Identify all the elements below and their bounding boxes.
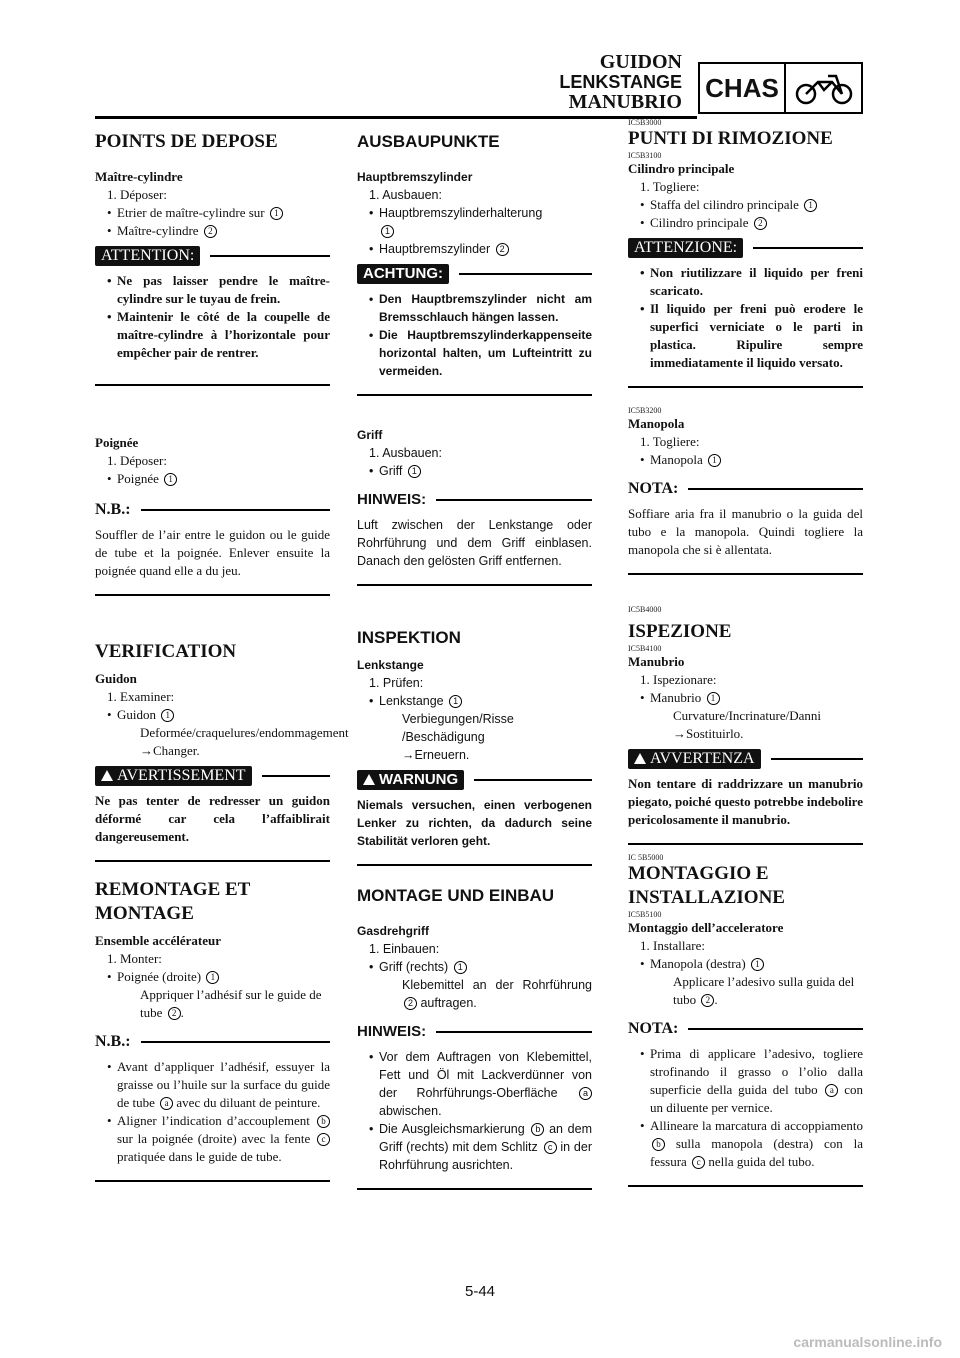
step: 1. Ausbauen: [369,446,442,460]
ref-code: IC 5B5000 [628,853,664,862]
section-heading: POINTS DE DEPOSE [95,131,278,152]
note-item: • Avant d’appliquer l’adhésif, essuyer la graisse ou l’huile sur la surface du guide de tube a avec du diluant de peinture. [95,1058,330,1112]
bullet-detail: Deformée/craquelures/endommagement [140,725,349,740]
bullet: • Griff (rechts) 1 [357,958,592,976]
chapter-code: CHAS [700,64,786,112]
title-fr: GUIDON [599,51,682,73]
bullet: • Lenkstange 1 [357,692,592,710]
attention-label: ACHTUNG: [357,264,592,284]
step: 1. Déposer: [107,453,167,468]
chapter-badge [698,62,863,114]
caution-item: • Non riutilizzare il liquido per freni scaricato. [628,264,863,300]
caution-item: • Maintenir le côté de la coupelle de maître-cylindre à l’horizontale pour empêcher pair de rentrer. [95,308,330,362]
divider [628,1185,863,1187]
step: 1. Déposer: [107,187,167,202]
step: 1. Einbauen: [369,942,440,956]
subheading: Ensemble accélérateur [95,933,221,948]
warning-label: WARNUNG [357,770,592,790]
subheading: Guidon [95,671,137,686]
note-item: • Allineare la marcatura di accoppiamento b sulla manopola (destra) con la fessura c nella guida del tubo. [628,1117,863,1171]
note-label: HINWEIS: [357,1022,592,1042]
step: 1. Examiner: [107,689,175,704]
title-it: MANUBRIO [568,91,682,113]
bullet: • Maître-cylindre 2 [95,222,330,240]
caution-item: • Ne pas laisser pendre le maître-cylindre sur le tuyau de frein. [95,272,330,308]
note-label: HINWEIS: [357,490,592,510]
caution-item: • Die Hauptbremszylinderkappenseite horizontal halten, um Lufteintritt zu vermeiden. [357,326,592,380]
bullet: • Etrier de maître-cylindre sur 1 [95,204,330,222]
note-text: Souffler de l’air entre le guidon ou le guide de tube et la poignée. Enlever ensuite la poignée quand elle a du jeu. [95,527,330,578]
bullet: • Poignée 1 [95,470,330,488]
warning-icon [363,774,375,785]
warning-icon [634,753,646,764]
warning-text: Non tentare di raddrizzare un manubrio piegato, poiché questo potrebbe indebolire pericolosamente il manubrio. [628,776,863,827]
bullet: • Hauptbremszylinderhalterung 1 [357,204,592,240]
header-rule [95,116,697,119]
warning-label: AVVERTENZA [628,749,863,769]
bullet: • Manopola 1 [628,451,863,469]
step: 1. Togliere: [640,179,700,194]
page-number: 5-44 [464,1283,496,1300]
caution-item: • Il liquido per freni può erodere le superfici verniciate o le parti in plastica. Ripulire sempre immediatamente il liquido versato. [628,300,863,372]
subheading: Manubrio [628,654,685,669]
ref-code: IC5B4000 [628,605,662,614]
section-heading: REMONTAGE ET MONTAGE [95,879,251,924]
column-french [95,128,349,1182]
bullet-detail: →Changer. [140,743,200,758]
note-label: NOTA: [628,1019,863,1039]
note-item: • Die Ausgleichsmarkierung b an dem Griff (rechts) mit dem Schlitz c in der Rohrführung ausrichten. [357,1120,592,1174]
subheading: Gasdrehgriff [357,924,430,938]
note-item: • Vor dem Auftragen von Klebemittel, Fett und Öl mit Lackverdünner von der Rohrführungs-Oberfläche a abwischen. [357,1048,592,1120]
step: 1. Togliere: [640,434,700,449]
ref-code: IC5B5100 [628,910,662,919]
motorcycle-icon [786,64,861,112]
subheading: Poignée [95,435,139,450]
bullet: • Manubrio 1 [628,689,863,707]
warning-icon [101,770,113,781]
bullet-detail: Klebemittel an der Rohrführung 2 auftragen. [402,978,592,1010]
ref-code: IC5B3200 [628,406,662,415]
subheading: Montaggio dell’acceleratore [628,920,784,935]
note-label: NOTA: [628,479,863,499]
section-heading: ISPEZIONE [628,621,732,642]
step: 1. Installare: [640,938,705,953]
ref-code: IC5B3000 [628,118,662,127]
attention-label: ATTENZIONE: [628,238,863,258]
divider [357,1188,592,1190]
bullet: • Guidon 1 [95,706,330,724]
step: 1. Ausbauen: [369,188,442,202]
caution-item: • Den Hauptbremszylinder nicht am Bremsschlauch hängen lassen. [357,290,592,326]
subheading: Maître-cylindre [95,169,183,184]
section-heading: VERIFICATION [95,641,237,662]
bullet: • Hauptbremszylinder 2 [357,240,592,258]
warning-label: AVERTISSEMENT [95,766,330,786]
subheading: Griff [357,428,383,442]
bullet: • Griff 1 [357,462,592,480]
section-titles [559,52,682,112]
bullet-detail: Verbiegungen/Risse /Beschädigung [402,712,514,744]
section-heading: AUSBAUPUNKTE [357,132,500,151]
note-text: Luft zwischen der Lenkstange oder Rohrführung und dem Griff einblasen. Danach den gelösten Griff entfernen. [357,518,592,568]
bullet-detail: Curvature/Incrinature/Danni [673,708,821,723]
column-german [357,128,592,1190]
subheading: Lenkstange [357,658,424,672]
column-italian [628,118,863,1187]
note-item: • Prima di applicare l’adesivo, togliere strofinando il grasso o l’olio dalla superficie della guida del tubo a con un diluente per vernice. [628,1045,863,1117]
bullet-detail: →Erneuern. [402,748,470,762]
bullet-detail: Applicare l’adesivo sulla guida del tubo 2 . [673,974,855,1007]
attention-label: ATTENTION: [95,246,330,266]
subheading: Manopola [628,416,685,431]
ref-code: IC5B4100 [628,644,662,653]
step: 1. Prüfen: [369,676,424,690]
bullet: • Cilindro principale 2 [628,214,863,232]
section-heading: MONTAGE UND EINBAU [357,886,555,905]
note-text: Soffiare aria fra il manubrio o la guida del tubo e la manopola. Quindi togliere la manopola che si è allentata. [628,506,863,557]
section-heading: INSPEKTION [357,628,461,647]
bullet-detail: Appriquer l’adhésif sur le guide de tube 2 . [140,987,322,1020]
watermark: carmanualsonline.info [793,1334,942,1350]
section-heading: PUNTI DI RIMOZIONE [628,128,833,149]
warning-text: Ne pas tenter de redresser un guidon déformé car cela l’affaiblirait dangereusement. [95,793,330,844]
note-label: N.B.: [95,1032,330,1052]
bullet-detail: →Sostituirlo. [673,726,744,741]
step: 1. Ispezionare: [640,672,717,687]
note-label: N.B.: [95,500,330,520]
bullet: • Manopola (destra) 1 [628,955,863,973]
title-de: LENKSTANGE [559,72,682,92]
bullet: • Poignée (droite) 1 [95,968,330,986]
step: 1. Monter: [107,951,162,966]
warning-text: Niemals versuchen, einen verbogenen Lenker zu richten, da dadurch seine Stabilität verloren geht. [357,798,592,848]
note-item: • Aligner l’indication d’accouplement b sur la poignée (droite) avec la fente c pratiquée dans le guide de tube. [95,1112,330,1166]
subheading: Hauptbremszylinder [357,170,473,184]
bullet: • Staffa del cilindro principale 1 [628,196,863,214]
section-heading: MONTAGGIO E INSTALLAZIONE [628,863,785,908]
divider [95,1180,330,1182]
ref-code: IC5B3100 [628,151,662,160]
subheading: Cilindro principale [628,161,735,176]
